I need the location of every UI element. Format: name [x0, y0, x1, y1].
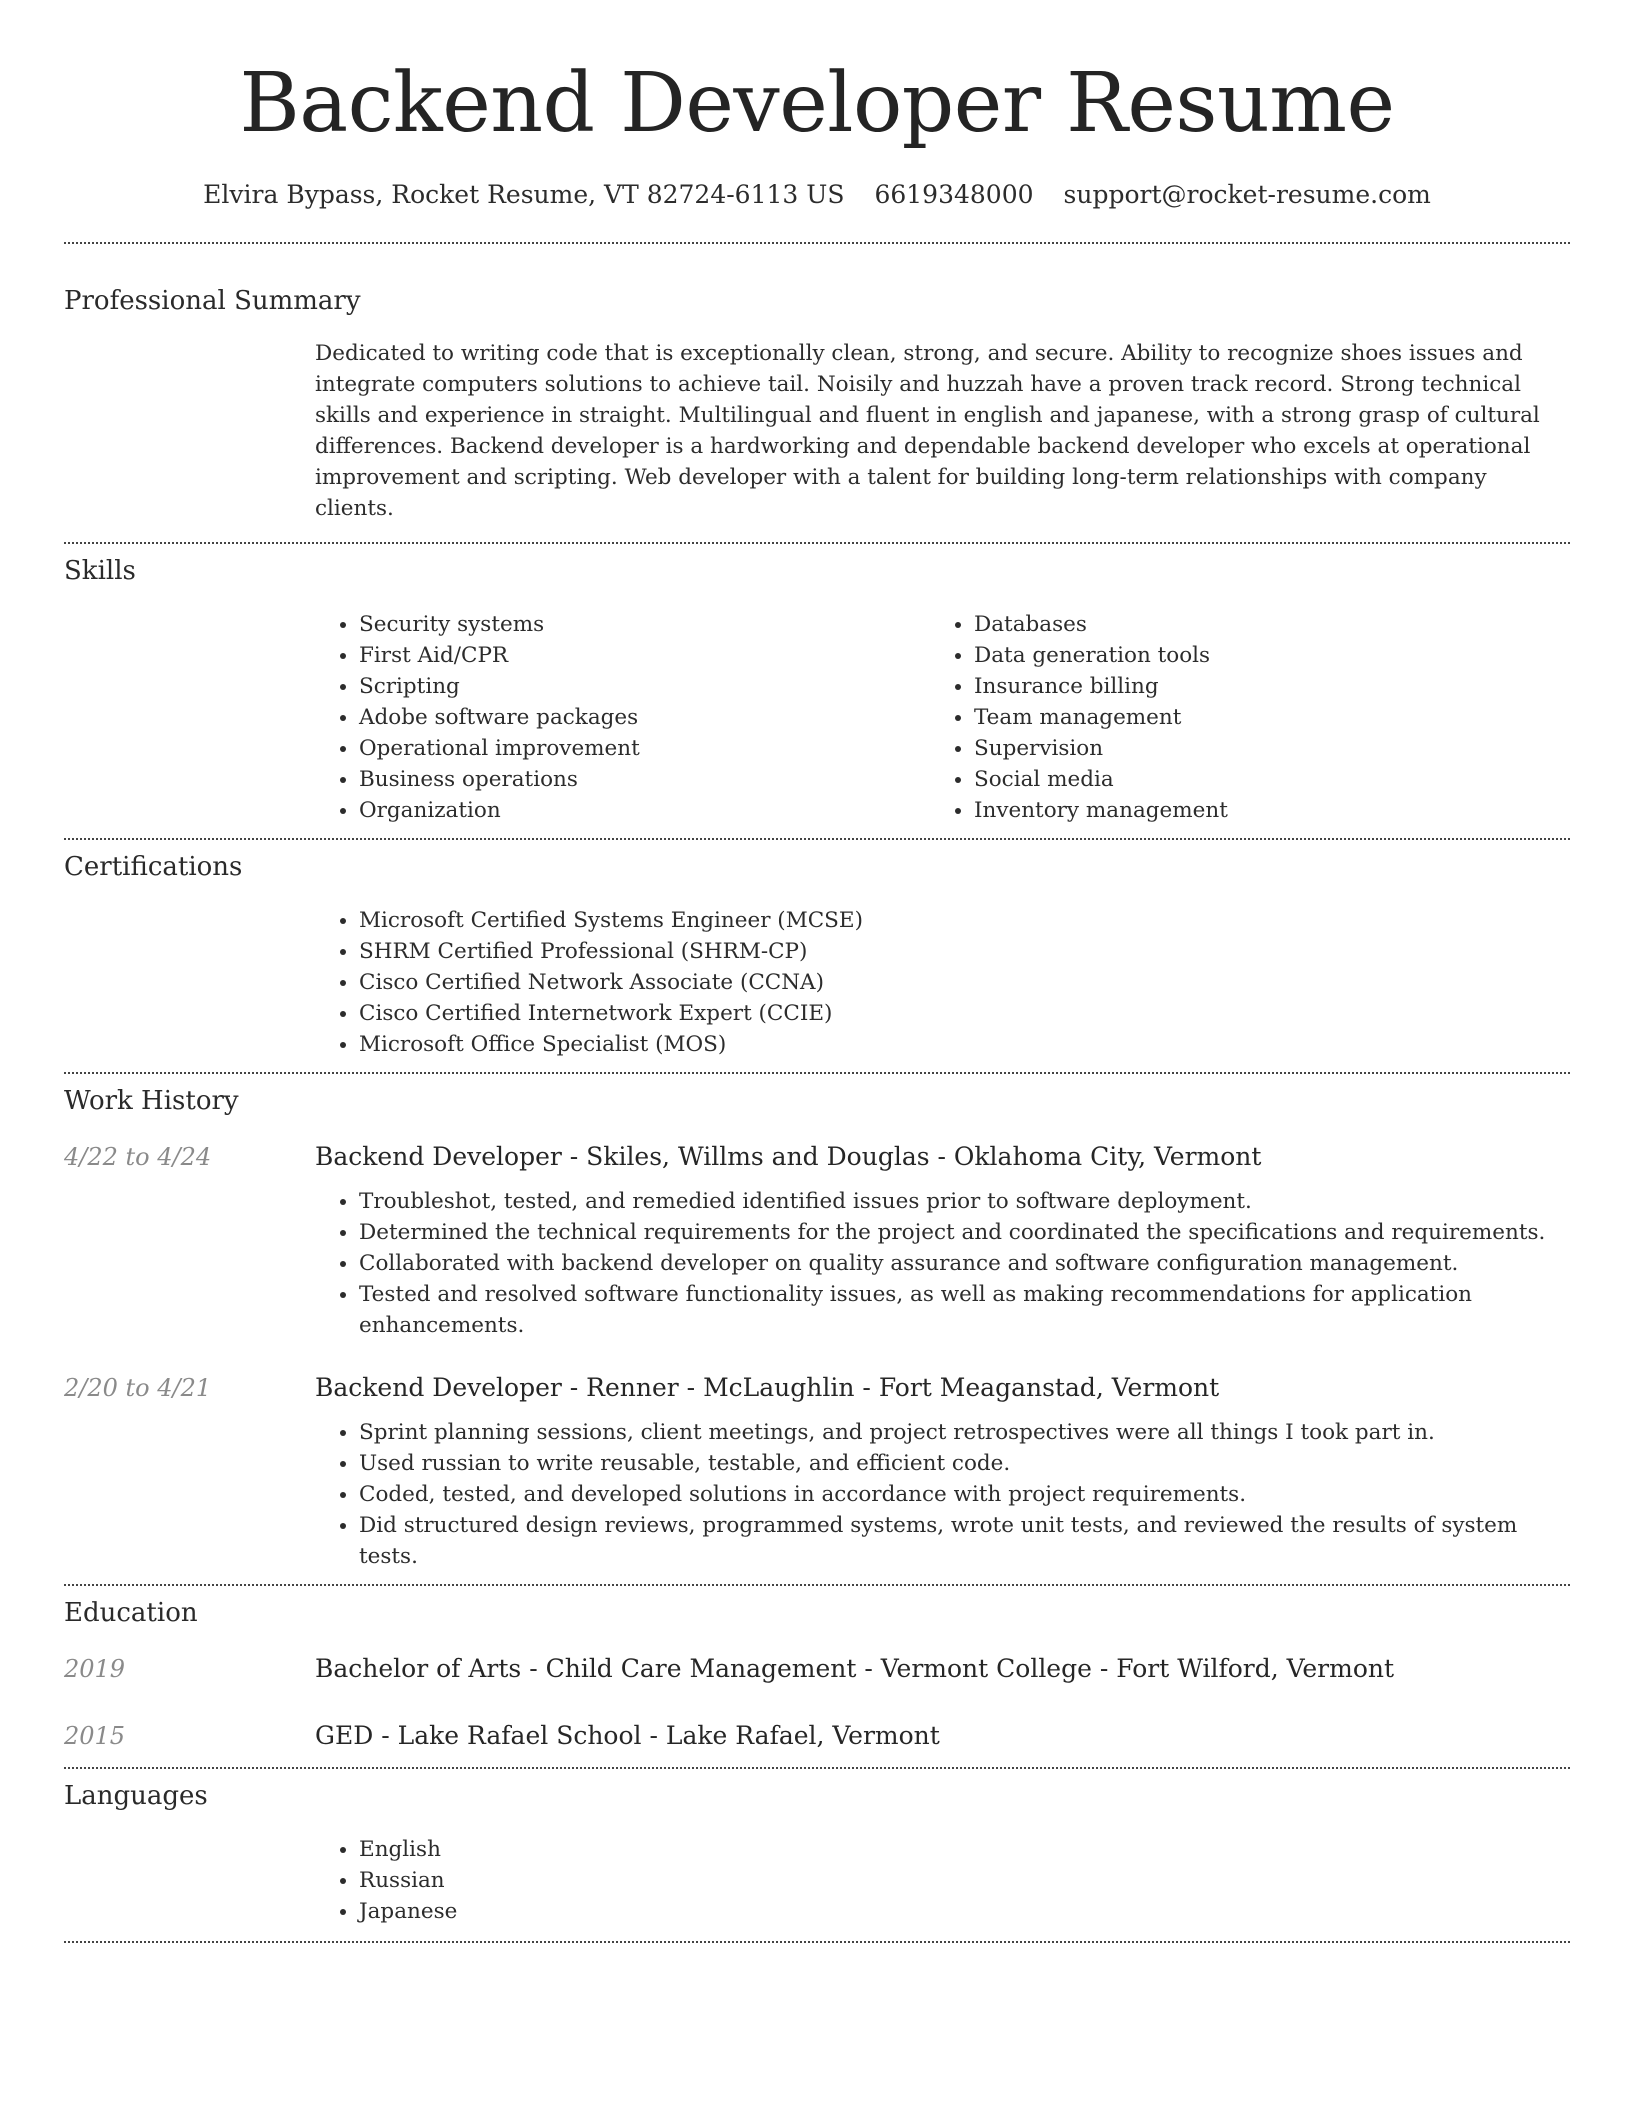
languages-section: [64, 1769, 1570, 1941]
education-year: 2019: [64, 1655, 126, 1683]
divider: [64, 1941, 1570, 1943]
work-history-section: [64, 1074, 1570, 1584]
list-item: • Databases: [974, 609, 1545, 640]
job-entry: [64, 1140, 1570, 1174]
section-heading-skills: Skills: [64, 556, 136, 586]
list-item: • Supervision: [974, 733, 1545, 764]
list-item: • Data generation tools: [974, 640, 1545, 671]
list-item: • SHRM Certified Professional (SHRM-CP): [359, 936, 1570, 967]
list-item: • Microsoft Office Specialist (MOS): [359, 1029, 1570, 1060]
job-entry: [64, 1371, 1570, 1405]
education-title: Bachelor of Arts - Child Care Management - Vermont College - Fort Wilford, Vermont: [315, 1654, 1395, 1683]
list-item: • Collaborated with backend developer on quality assurance and software configuration management.: [359, 1248, 1570, 1279]
list-item: • Sprint planning sessions, client meetings, and project retrospectives were all things I took part in.: [359, 1417, 1570, 1448]
list-item: • Cisco Certified Internetwork Expert (CCIE): [359, 998, 1570, 1029]
job-bullets: [315, 1186, 1570, 1341]
certifications-list: [315, 905, 1570, 1060]
page-title: Backend Developer Resume: [239, 56, 1395, 151]
skills-list-left: [315, 609, 930, 826]
list-item: • Microsoft Certified Systems Engineer (MCSE): [359, 905, 1570, 936]
job-title: Backend Developer - Skiles, Willms and Douglas - Oklahoma City, Vermont: [315, 1142, 1262, 1171]
contact-address: Elvira Bypass, Rocket Resume, VT 82724-6113 US: [203, 180, 845, 209]
education-entry: [64, 1652, 1570, 1686]
list-item: • Troubleshot, tested, and remedied identified issues prior to software deployment.: [359, 1186, 1570, 1217]
list-item: • Determined the technical requirements for the project and coordinated the specifications and requirements.: [359, 1217, 1570, 1248]
education-title: GED - Lake Rafael School - Lake Rafael, Vermont: [315, 1721, 940, 1750]
list-item: • Cisco Certified Network Associate (CCNA): [359, 967, 1570, 998]
job-dates: 2/20 to 4/21: [64, 1374, 212, 1402]
list-item: • Did structured design reviews, programmed systems, wrote unit tests, and reviewed the results of system tests.: [359, 1510, 1570, 1572]
list-item: • Coded, tested, and developed solutions in accordance with project requirements.: [359, 1479, 1570, 1510]
education-year: 2015: [64, 1722, 126, 1750]
summary-text: Dedicated to writing code that is exceptionally clean, strong, and secure. Ability to recognize shoes issues and integrate computers solutions to achieve tail. Noisily and huzzah have a proven track record. Strong technical skills and experience in straight. Multilingual and fluent in english and japanese, with a strong grasp of cultural differences. Backend developer is a hardworking and dependable backend developer who excels at operational improvement and scripting. Web developer with a talent for building long-term relationships with company clients.: [315, 341, 1540, 521]
job-bullets: [315, 1417, 1570, 1572]
skills-section: [64, 544, 1570, 838]
list-item: • Business operations: [359, 764, 930, 795]
resume-page: [64, 0, 1570, 1943]
skills-list-right: [930, 609, 1545, 826]
section-heading-certifications: Certifications: [64, 852, 243, 882]
list-item: • Operational improvement: [359, 733, 930, 764]
list-item: • Organization: [359, 795, 930, 826]
list-item: • Inventory management: [974, 795, 1545, 826]
list-item: • Scripting: [359, 671, 930, 702]
job-dates: 4/22 to 4/24: [64, 1143, 212, 1171]
list-item: • Social media: [974, 764, 1545, 795]
list-item: • Security systems: [359, 609, 930, 640]
list-item: • English: [359, 1834, 1570, 1865]
languages-list: [315, 1834, 1570, 1927]
list-item: • Russian: [359, 1865, 1570, 1896]
contact-phone: 6619348000: [874, 180, 1034, 209]
list-item: • Tested and resolved software functionality issues, as well as making recommendations for application enhancements.: [359, 1279, 1570, 1341]
section-heading-languages: Languages: [64, 1781, 208, 1811]
certifications-section: [64, 840, 1570, 1072]
section-heading-education: Education: [64, 1598, 198, 1628]
job-title: Backend Developer - Renner - McLaughlin - Fort Meaganstad, Vermont: [315, 1373, 1220, 1402]
list-item: • Used russian to write reusable, testable, and efficient code.: [359, 1448, 1570, 1479]
contact-line: [64, 178, 1570, 212]
section-heading-work-history: Work History: [64, 1086, 239, 1116]
list-item: • Japanese: [359, 1896, 1570, 1927]
education-entry: [64, 1719, 1570, 1753]
section-heading-summary: Professional Summary: [64, 286, 361, 316]
list-item: • Adobe software packages: [359, 702, 930, 733]
contact-email: support@rocket-resume.com: [1063, 180, 1431, 209]
list-item: • Team management: [974, 702, 1545, 733]
list-item: • Insurance billing: [974, 671, 1545, 702]
education-section: [64, 1586, 1570, 1767]
list-item: • First Aid/CPR: [359, 640, 930, 671]
summary-section: [64, 244, 1570, 542]
